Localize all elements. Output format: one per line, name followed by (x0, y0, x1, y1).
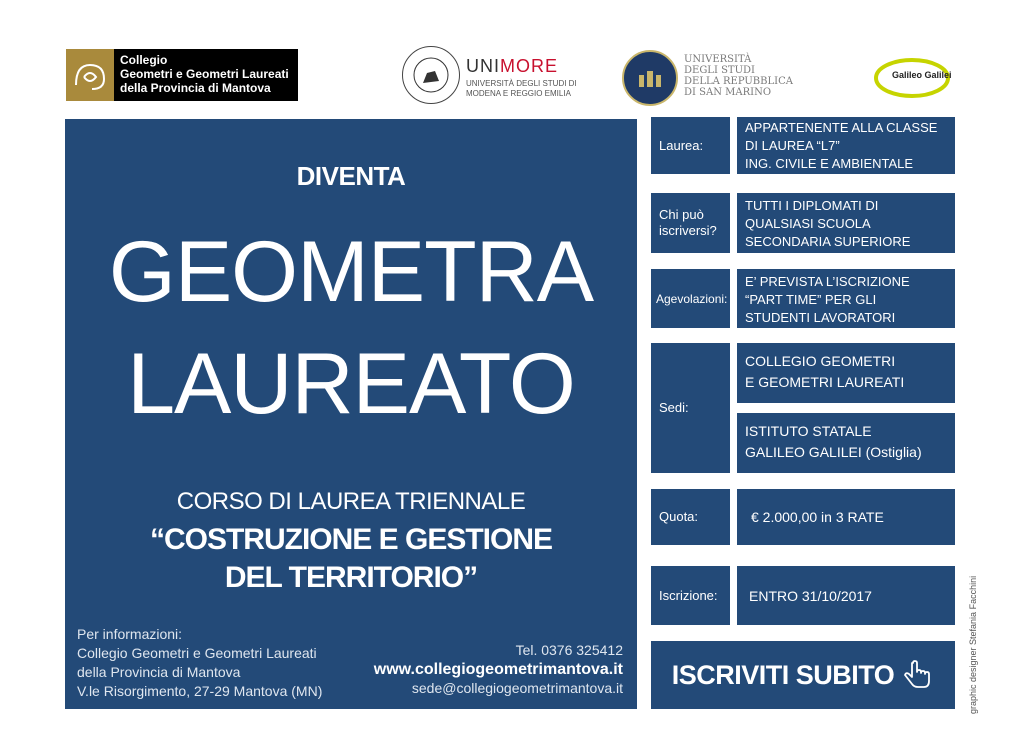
pointing-hand-icon (902, 659, 934, 691)
collegio-logo-line2: Geometri e Geometri Laureati (120, 67, 289, 81)
chi-value (737, 193, 955, 253)
collegio-logo-line1: Collegio (120, 53, 168, 67)
laurea-value-line: APPARTENENTE ALLA CLASSE (745, 120, 938, 135)
info-line: Collegio Geometri e Geometri Laureati (77, 645, 317, 661)
unimore-name-b: MORE (500, 56, 558, 76)
course-type: CORSO DI LAUREA TRIENNALE (176, 488, 526, 515)
contact-block (374, 641, 623, 698)
phone-number: Tel. 0376 325412 (515, 642, 623, 658)
san-marino-seal-icon (622, 50, 678, 106)
unimore-subtitle (466, 79, 577, 99)
laurea-value (737, 117, 955, 174)
sede-istituto-line: GALILEO GALILEI (Ostiglia) (745, 444, 922, 460)
agevolazioni-label: Agevolazioni: (651, 269, 730, 328)
info-line: V.le Risorgimento, 27-29 Mantova (MN) (77, 683, 323, 699)
unimore-sub2: MODENA E REGGIO EMILIA (466, 89, 571, 98)
quota-value: € 2.000,00 in 3 RATE (737, 489, 955, 545)
collegio-logo-line3: della Provincia di Mantova (120, 81, 271, 95)
laurea-value-line: ING. CIVILE E AMBIENTALE (745, 156, 914, 171)
unimore-name-a: UNI (466, 56, 500, 76)
info-block (77, 625, 322, 701)
sede-istituto (737, 413, 955, 473)
laurea-value-line: DI LAUREA “L7” (745, 138, 840, 153)
chi-label-line2: iscriversi? (659, 223, 717, 238)
rsm-line4: DI SAN MARINO (684, 87, 772, 98)
sede-istituto-line: ISTITUTO STATALE (745, 423, 872, 439)
headline-diventa: DIVENTA (296, 161, 406, 191)
unimore-seal-icon (402, 46, 460, 104)
sede-collegio (737, 343, 955, 403)
quota-label: Quota: (651, 489, 730, 545)
sedi-label: Sedi: (651, 343, 730, 473)
main-panel (65, 119, 637, 709)
info-line: della Provincia di Mantova (77, 664, 241, 680)
course-title-line2: DEL TERRITORIO” (224, 561, 478, 594)
chi-value-line: SECONDARIA SUPERIORE (745, 234, 911, 249)
rsm-line3: DELLA REPUBBLICA (684, 76, 793, 87)
san-marino-wordmark (684, 54, 793, 98)
rsm-line1: UNIVERSITÀ (684, 54, 752, 65)
galilei-name: Galileo Galilei (892, 70, 952, 80)
chi-label (651, 193, 730, 253)
chi-value-line: QUALSIASI SCUOLA (745, 216, 871, 231)
iscriviti-button[interactable] (651, 641, 955, 709)
agevolazioni-value (737, 269, 955, 328)
email-link[interactable]: sede@collegiogeometrimantova.it (411, 680, 623, 696)
unimore-sub1: UNIVERSITÀ DEGLI STUDI DI (466, 79, 577, 88)
chi-label-line1: Chi può (659, 207, 704, 222)
website-link[interactable]: www.collegiogeometrimantova.it (373, 661, 623, 678)
agevolazioni-value-line: “PART TIME” PER GLI (745, 292, 877, 307)
sede-collegio-line: COLLEGIO GEOMETRI (745, 353, 896, 369)
collegio-monogram-icon (66, 49, 114, 101)
collegio-logo (66, 49, 298, 101)
chi-value-line: TUTTI I DIPLOMATI DI (745, 198, 879, 213)
course-title-line1: “COSTRUZIONE E GESTIONE (149, 523, 553, 556)
headline-geometra: GEOMETRA (108, 224, 594, 320)
designer-credit: graphic designer Stefania Facchini (968, 575, 978, 714)
agevolazioni-value-line: E’ PREVISTA L’ISCRIZIONE (745, 274, 910, 289)
iscrizione-label: Iscrizione: (651, 566, 730, 625)
unimore-wordmark (466, 56, 558, 77)
laurea-label: Laurea: (651, 117, 730, 174)
headline-laureato: LAUREATO (127, 336, 575, 432)
rsm-line2: DEGLI STUDI (684, 65, 755, 76)
sede-collegio-line: E GEOMETRI LAUREATI (745, 374, 905, 390)
iscriviti-label: ISCRIVITI SUBITO (671, 659, 895, 690)
agevolazioni-value-line: STUDENTI LAVORATORI (745, 310, 896, 325)
iscrizione-value: ENTRO 31/10/2017 (737, 566, 955, 625)
info-line: Per informazioni: (77, 626, 183, 642)
